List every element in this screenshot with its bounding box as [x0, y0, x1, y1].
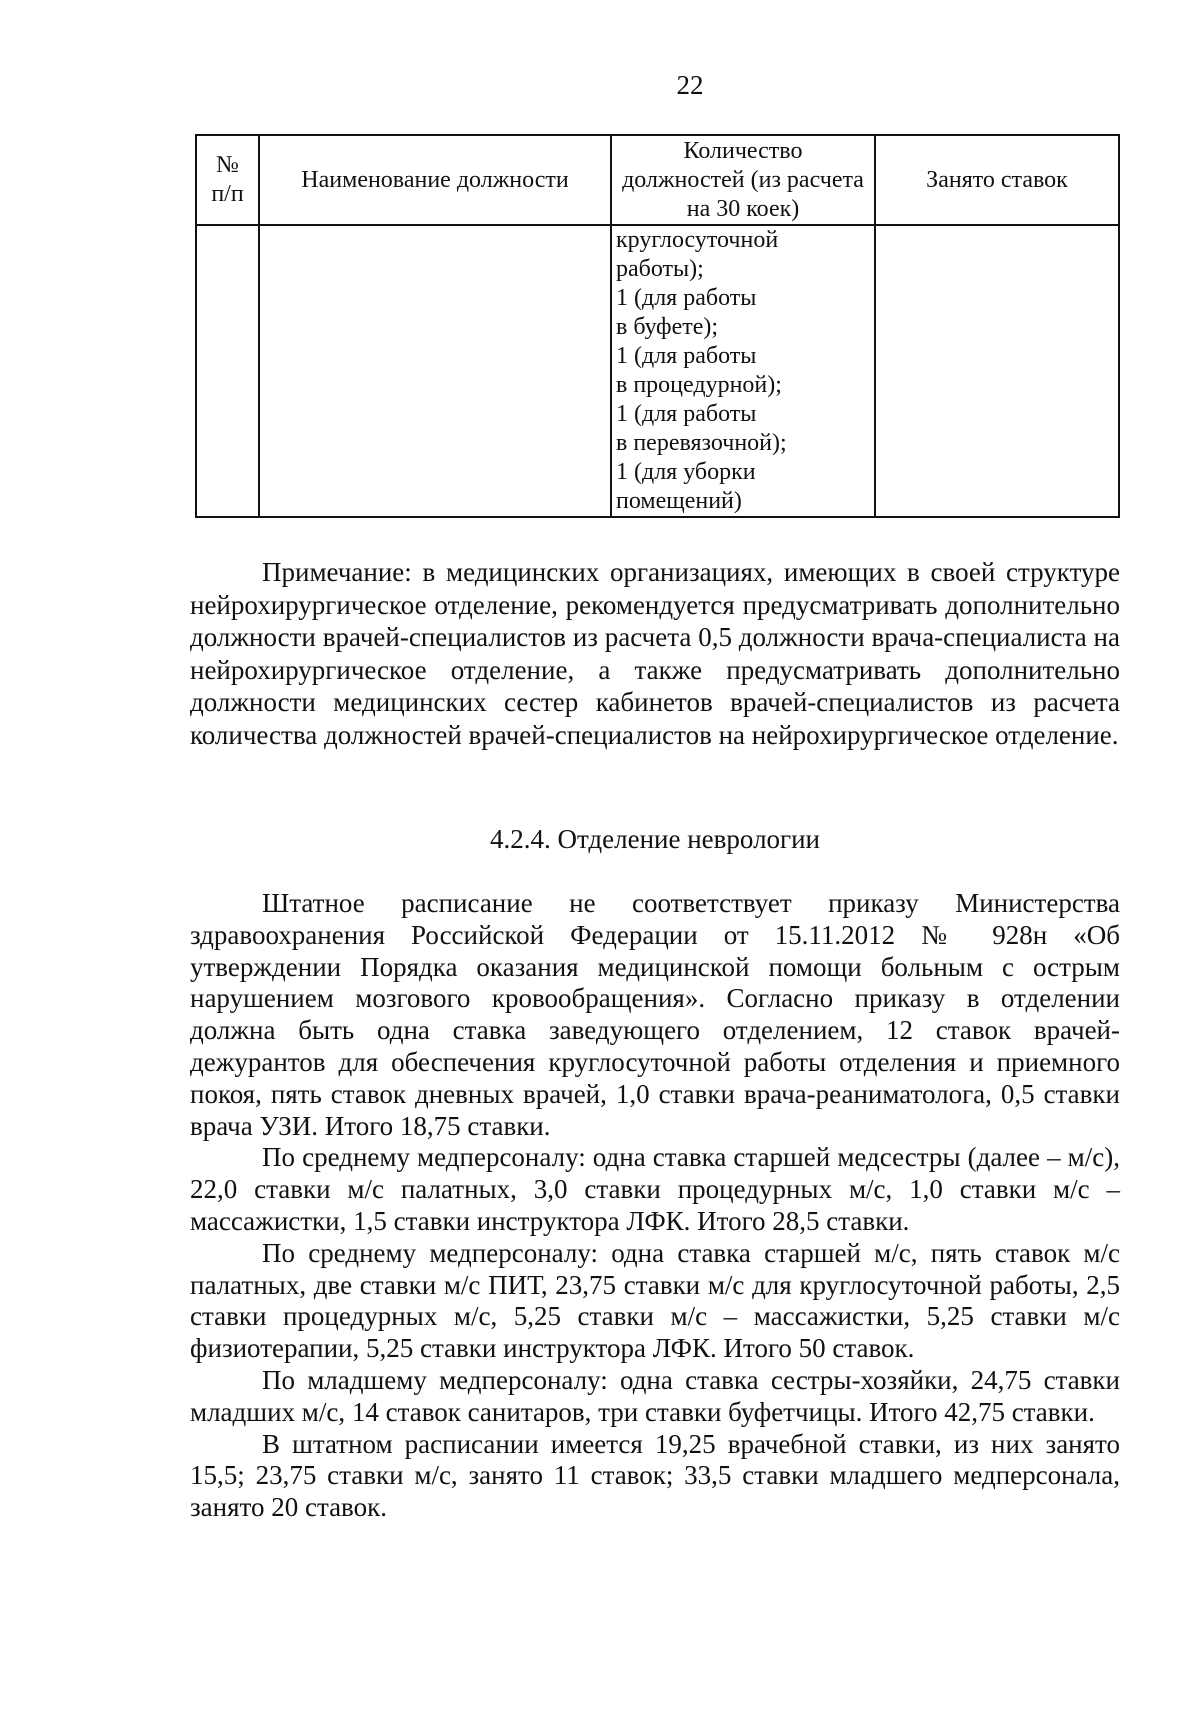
page-number: 22 — [676, 70, 704, 100]
count-line: в буфете); — [616, 314, 719, 340]
count-line: работы); — [616, 256, 704, 282]
header-count-line: Количество — [683, 137, 803, 164]
header-position-count — [611, 135, 875, 225]
count-line: 1 (для работы — [616, 343, 757, 369]
section-body — [190, 888, 1120, 1524]
count-line: 1 (для работы — [616, 401, 757, 427]
section-title: 4.2.4. Отделение неврологии — [489, 824, 821, 854]
body-paragraph: В штатном расписании имеется 19,25 врачебной ставки, из них занято 15,5; 23,75 ставки м/с, занято 11 ставок; 33,5 ставки младшего медперсонала, занято 20 ставок. — [190, 1428, 1120, 1523]
count-line: в перевязочной); — [616, 430, 787, 456]
header-number — [196, 135, 259, 225]
cell-position-name — [259, 225, 611, 517]
count-line: 1 (для уборки — [616, 459, 756, 485]
cell-number — [196, 225, 259, 517]
count-line: помещений) — [616, 488, 742, 514]
header-number-line: № — [216, 152, 239, 178]
header-position-name: Наименование должности — [259, 135, 611, 225]
cell-position-count — [611, 225, 875, 517]
cell-rates-taken — [875, 225, 1119, 517]
staffing-table — [195, 134, 1120, 518]
body-paragraph: По младшему медперсоналу: одна ставка сестры-хозяйки, 24,75 ставки младших м/с, 14 ставок санитаров, три ставки буфетчицы. Итого 42,75 ставки. — [190, 1364, 1120, 1427]
header-count-line: на 30 коек) — [686, 195, 800, 222]
note-paragraph: Примечание: в медицинских организациях, имеющих в своей структуре нейрохирургическое отделение, рекомендуется предусматривать дополнительно должности врачей-специалистов из расчета 0,5 должности врача-специалиста на нейрохирургическое отделение, а также предусматривать дополнительно должности медицинских сестер кабинетов врачей-специалистов из расчета количества должностей врачей-специалистов на нейрохирургическое отделение. — [190, 557, 1120, 750]
note-block — [190, 556, 1120, 751]
count-line: круглосуточной — [616, 227, 779, 253]
body-paragraph: По среднему медперсоналу: одна ставка старшей м/с, пять ставок м/с палатных, две ставки м/с ПИТ, 23,75 ставки м/с для круглосуточной работы, 2,5 ставки процедурных м/с, 5,25 ставки м/с – массажистки, 5,25 ставки м/с физиотерапии, 5,25 ставки инструктора ЛФК. Итого 50 ставок. — [190, 1237, 1120, 1364]
body-paragraph: Штатное расписание не соответствует приказу Министерства здравоохранения Российской Федерации от 15.11.2012 № 928н «Об утверждении Порядка оказания медицинской помощи больным с острым нарушением мозгового кровообращения». Согласно приказу в отделении должна быть одна ставка заведующего отделением, 12 ставок врачей-дежурантов для обеспечения круглосуточной работы отделения и приемного покоя, пять ставок дневных врачей, 1,0 ставки врача-реаниматолога, 0,5 ставки врача УЗИ. Итого 18,75 ставки. — [190, 888, 1120, 1141]
header-number-line: п/п — [211, 181, 244, 207]
header-count-line: должностей (из расчета — [622, 166, 864, 193]
header-rates-taken: Занято ставок — [875, 135, 1119, 225]
table-header-row — [196, 135, 1119, 225]
body-paragraph: По среднему медперсоналу: одна ставка старшей медсестры (далее – м/с), 22,0 ставки м/с палатных, 3,0 ставки процедурных м/с, 1,0 ставки м/с – массажистки, 1,5 ставки инструктора ЛФК. Итого 28,5 ставки. — [190, 1142, 1120, 1236]
count-line: в процедурной); — [616, 372, 782, 398]
count-line: 1 (для работы — [616, 285, 757, 311]
table-row — [196, 225, 1119, 517]
